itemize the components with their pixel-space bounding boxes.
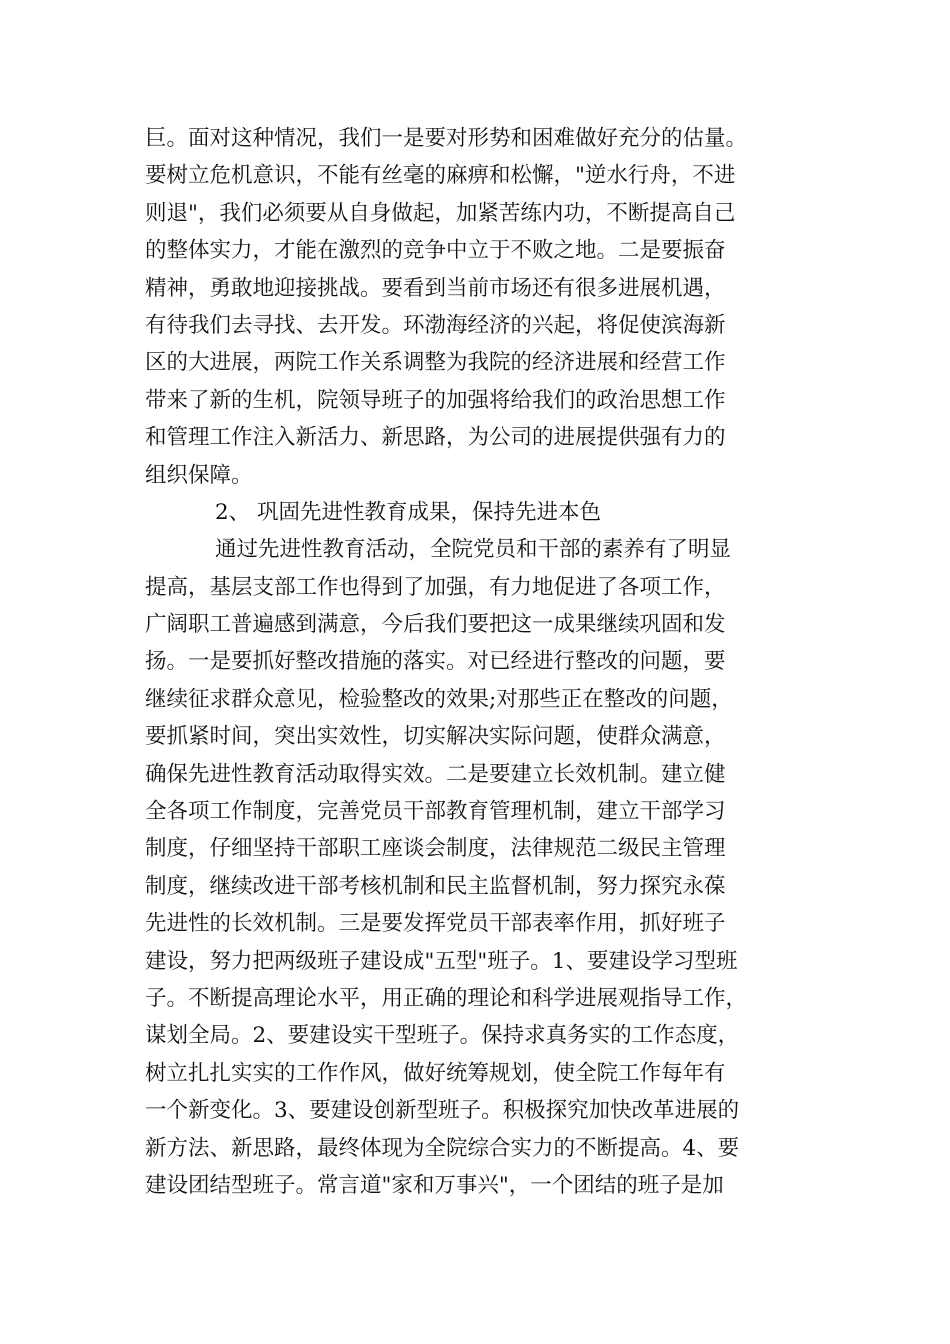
text-line: 广阔职工普遍感到满意，今后我们要把这一成果继续巩固和发 <box>145 612 726 638</box>
text-line: 有待我们去寻找、去开发。环渤海经济的兴起，将促使滨海新 <box>145 312 726 338</box>
text-line: 精神，勇敢地迎接挑战。要看到当前市场还有很多进展机遇， <box>145 275 726 301</box>
text-line: 提高，基层支部工作也得到了加强，有力地促进了各项工作， <box>145 574 726 600</box>
section-heading: 2、 巩固先进性教育成果，保持先进本色 <box>215 499 602 525</box>
paragraph-first-line: 通过先进性教育活动，全院党员和干部的素养有了明显 <box>215 537 732 563</box>
text-line: 制度，仔细坚持干部职工座谈会制度，法律规范二级民主管理 <box>145 836 726 862</box>
text-line: 子。不断提高理论水平，用正确的理论和科学进展观指导工作， <box>145 985 748 1011</box>
text-line: 则退"，我们必须要从自身做起，加紧苦练内功，不断提高自己 <box>145 200 736 226</box>
text-line: 带来了新的生机，院领导班子的加强将给我们的政治思想工作 <box>145 387 726 413</box>
text-line: 一个新变化。3、要建设创新型班子。积极探究加快改革进展的 <box>145 1098 740 1124</box>
text-line: 确保先进性教育活动取得实效。二是要建立长效机制。建立健 <box>145 761 726 787</box>
text-line: 继续征求群众意见，检验整改的效果;对那些正在整改的问题， <box>145 686 733 712</box>
text-line: 先进性的长效机制。三是要发挥党员干部表率作用，抓好班子 <box>145 911 726 937</box>
text-line: 要抓紧时间，突出实效性，切实解决实际问题，使群众满意， <box>145 724 726 750</box>
text-line: 建设，努力把两级班子建设成"五型"班子。1、要建设学习型班 <box>145 948 738 974</box>
text-line: 巨。面对这种情况，我们一是要对形势和困难做好充分的估量。 <box>145 126 748 151</box>
text-line: 谋划全局。2、要建设实干型班子。保持求真务实的工作态度， <box>145 1023 740 1049</box>
text-line: 树立扎扎实实的工作作风，做好统筹规划，使全院工作每年有 <box>145 1060 726 1086</box>
text-line: 组织保障。 <box>145 462 253 488</box>
text-line: 全各项工作制度，完善党员干部教育管理机制，建立干部学习 <box>145 799 726 825</box>
text-line: 制度，继续改进干部考核机制和民主监督机制，努力探究永葆 <box>145 873 726 899</box>
text-line: 区的大进展，两院工作关系调整为我院的经济进展和经营工作 <box>145 350 726 376</box>
text-line: 建设团结型班子。常言道"家和万事兴"，一个团结的班子是加 <box>145 1172 724 1198</box>
text-line: 要树立危机意识，不能有丝毫的麻痹和松懈，"逆水行舟，不进 <box>145 163 736 189</box>
body-text <box>145 120 815 1204</box>
text-line: 的整体实力，才能在激烈的竞争中立于不败之地。二是要振奋 <box>145 238 726 264</box>
text-line: 扬。一是要抓好整改措施的落实。对已经进行整改的问题，要 <box>145 649 726 675</box>
text-line: 和管理工作注入新活力、新思路，为公司的进展提供强有力的 <box>145 425 726 451</box>
text-line: 新方法、新思路，最终体现为全院综合实力的不断提高。4、要 <box>145 1135 740 1161</box>
